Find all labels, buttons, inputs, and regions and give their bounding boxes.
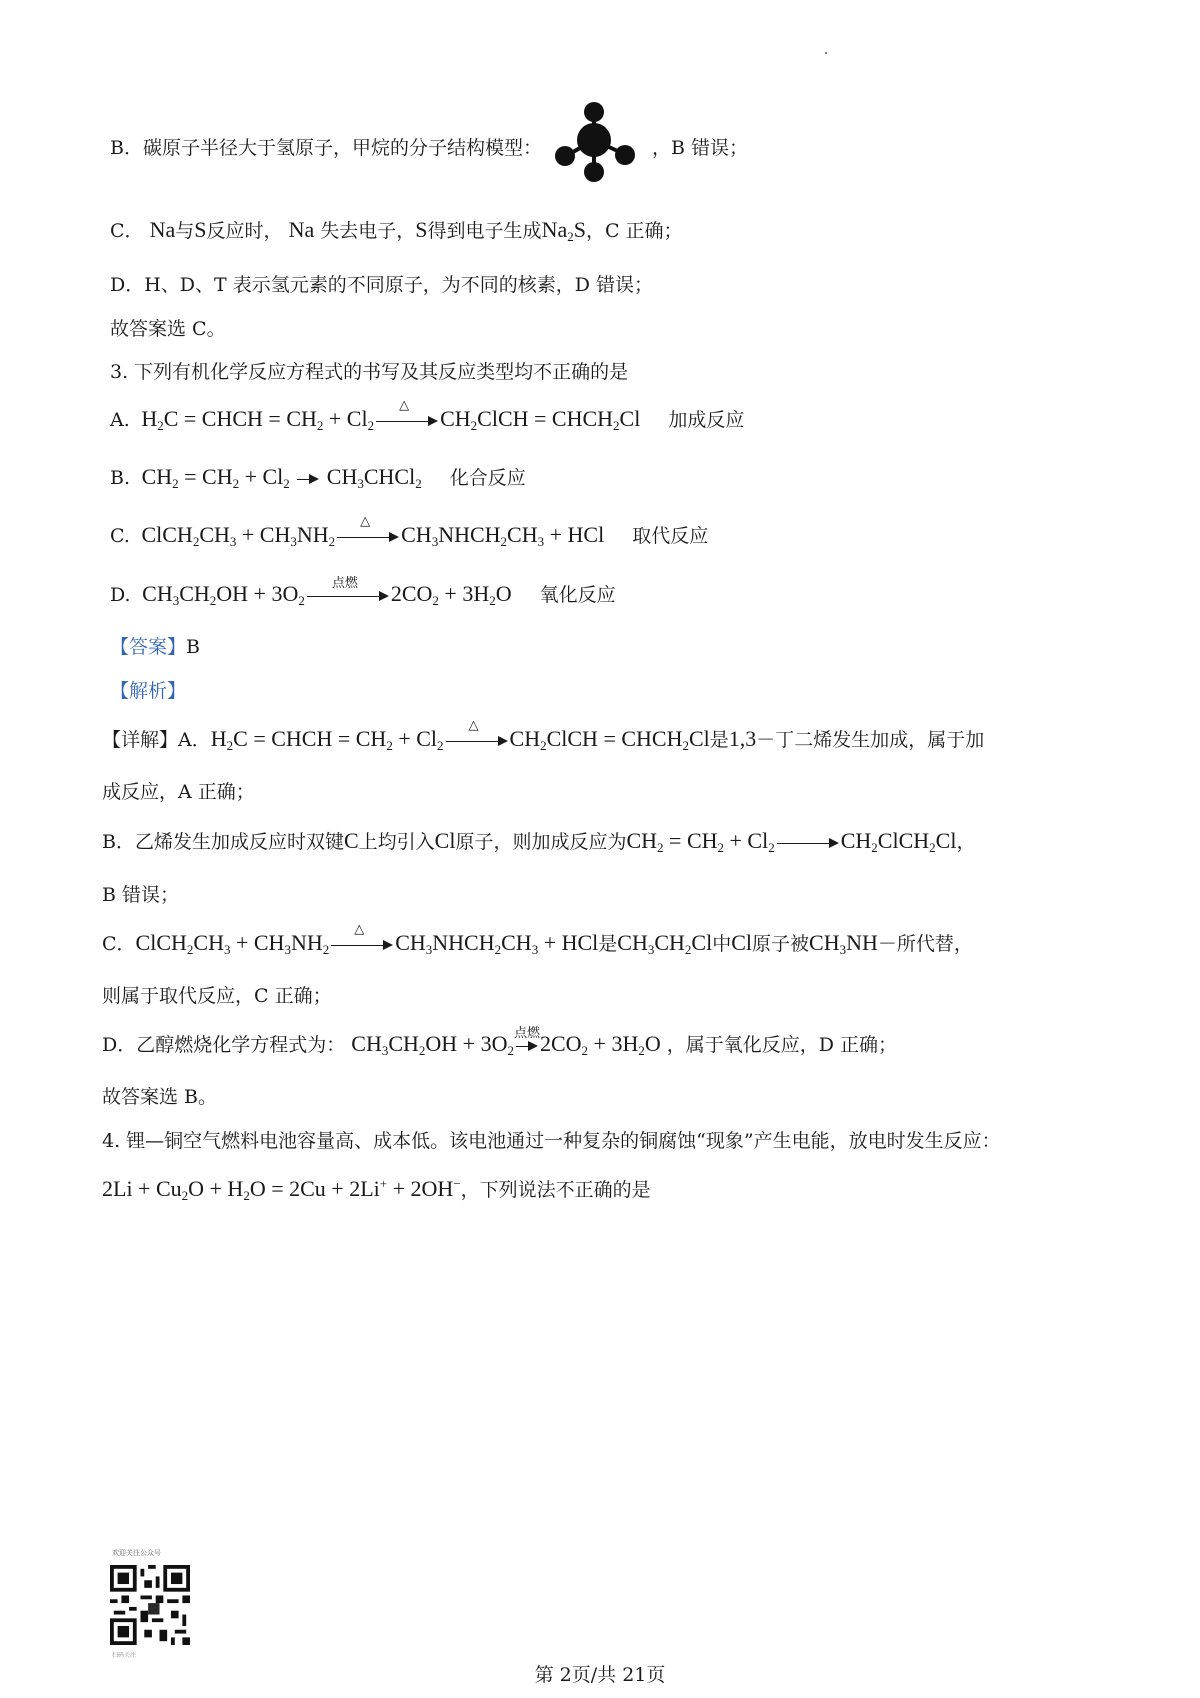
sodium-symbol: Na bbox=[149, 217, 176, 242]
c-text: ，C 正确； bbox=[585, 220, 683, 242]
question-4-equation: $2Li + Cu_2O + H_2O = 2Cu + 2Li^+ + 2OH^-$ bbox=[102, 1176, 461, 1203]
detail-a-line: 【详解】A．$H_2C$ = CHCH = $CH_2 + Cl_2$ △ $CH_2ClCH$ = $CHCH_2Cl$是1,3－丁二烯发生加成，属于加 bbox=[102, 716, 985, 753]
c-text: 与 bbox=[175, 220, 195, 242]
analysis-tag: 【解析】 bbox=[110, 680, 187, 702]
detail-d-line: D．乙醇燃烧化学方程式为： $CH_3CH_2OH + 3O_2$ 点燃 $2CO_2 + 3H_2O$ ，属于氧化反应，D 正确； bbox=[102, 1024, 898, 1058]
scan-dot bbox=[825, 52, 827, 54]
c-label: C． bbox=[110, 220, 144, 242]
detail-d-equation: $CH_3CH_2OH + 3O_2$ 点燃 $2CO_2 + 3H_2O$ bbox=[351, 1024, 661, 1058]
page-number-footer: 第 2页/共 21页 bbox=[534, 1664, 666, 1686]
detail-b-line: B．乙烯发生加成反应时双键C上均引入Cl原子，则加成反应为$CH_2 = CH_2 + Cl_2$ $CH_2ClCH_2Cl$， bbox=[102, 828, 976, 855]
option-c-type: 取代反应 bbox=[632, 525, 709, 547]
sodium-sulfide-formula: $Na_2S$ bbox=[541, 217, 586, 244]
sodium-symbol: Na bbox=[288, 217, 315, 242]
methane-model-icon bbox=[552, 100, 638, 184]
answer-tag: 【答案】 bbox=[110, 636, 187, 658]
explanation-b-text: B．碳原子半径大于氢原子，甲烷的分子结构模型： bbox=[110, 137, 542, 159]
explanation-d-line: D．H、D、T 表示氢元素的不同原子，为不同的核素，D 错误； bbox=[110, 274, 654, 296]
q3-option-b bbox=[110, 463, 526, 490]
sulfur-symbol: S bbox=[194, 217, 207, 242]
answer-c-line: 故答案选 C。 bbox=[110, 318, 226, 340]
option-c-equation: $ClCH_2CH_3 + CH_3NH_2$ △ $CH_3NHCH_2CH_3$ + HCl bbox=[135, 512, 605, 549]
explanation-b-tail: ，B 错误； bbox=[652, 137, 749, 159]
detail-a-equation: $H_2C$ = CHCH = $CH_2 + Cl_2$ △ $CH_2ClCH$ = $CHCH_2Cl$ bbox=[210, 716, 710, 753]
option-d-label: D. bbox=[110, 584, 131, 606]
explanation-b-line bbox=[110, 133, 542, 160]
explanation-c-line bbox=[110, 216, 683, 243]
option-d-equation: $CH_3CH_2OH + 3O_2$ 点燃 $2CO_2 + 3H_2O$ bbox=[136, 574, 512, 608]
q3-option-c bbox=[110, 512, 709, 549]
c-text: 反应时， bbox=[206, 220, 283, 242]
qr-caption-bottom: 扫码关注 bbox=[112, 1652, 137, 1659]
option-a-equation: $H_2C$ = CHCH = $CH_2 + Cl_2$ △ $CH_2ClCH$ = $CHCH_2Cl$ bbox=[135, 396, 641, 433]
answer-value: B bbox=[186, 636, 200, 658]
option-b-type: 化合反应 bbox=[449, 467, 526, 489]
q3-option-a bbox=[110, 396, 745, 433]
c-text: 得到电子生成 bbox=[427, 220, 542, 242]
detail-b-equation: $CH_2 = CH_2 + Cl_2$ $CH_2ClCH_2Cl$ bbox=[626, 828, 957, 855]
answer-b-line: 故答案选 B。 bbox=[102, 1086, 218, 1108]
detail-a-line2: 成反应，A 正确； bbox=[102, 781, 255, 803]
c-text: 失去电子， bbox=[320, 220, 416, 242]
qr-code-icon bbox=[110, 1565, 190, 1645]
qr-caption-top: 欢迎关注公众号 bbox=[112, 1549, 161, 1557]
option-d-type: 氧化反应 bbox=[539, 584, 616, 606]
question-4-equation-line: $2Li + Cu_2O + H_2O = 2Cu + 2Li^+ + 2OH^-$，下列说法不正确的是 bbox=[102, 1176, 651, 1203]
option-b-equation: $CH_2 = CH_2 + Cl_2$ $CH_3CHCl_2$ bbox=[136, 464, 422, 491]
option-a-label: A. bbox=[110, 409, 130, 431]
detail-c-line2: 则属于取代反应，C 正确； bbox=[102, 985, 332, 1007]
question-3-stem: 3. 下列有机化学反应方程式的书写及其反应类型均不正确的是 bbox=[110, 361, 629, 383]
q3-option-d bbox=[110, 574, 616, 608]
detail-c-equation: $ClCH_2CH_3 + CH_3NH_2$ △ $CH_3NHCH_2CH_3$ + HCl bbox=[135, 920, 599, 957]
answer-line bbox=[110, 632, 200, 659]
detail-b-line2: B 错误； bbox=[102, 884, 180, 906]
detail-c-line: C．$ClCH_2CH_3 + CH_3NH_2$ △ $CH_3NHCH_2CH_3$ + HCl是$CH_3CH_2Cl$中Cl原子被$CH_3NH-$所代替， bbox=[102, 920, 973, 957]
option-a-type: 加成反应 bbox=[668, 409, 745, 431]
sulfur-symbol: S bbox=[415, 217, 428, 242]
detail-tag: 【详解】 bbox=[102, 729, 179, 751]
option-b-label: B. bbox=[110, 467, 131, 489]
option-c-label: C. bbox=[110, 525, 130, 547]
question-4-stem: 4. 锂—铜空气燃料电池容量高、成本低。该电池通过一种复杂的铜腐蚀“现象”产生电能，放电时发生反应： bbox=[102, 1130, 1001, 1152]
